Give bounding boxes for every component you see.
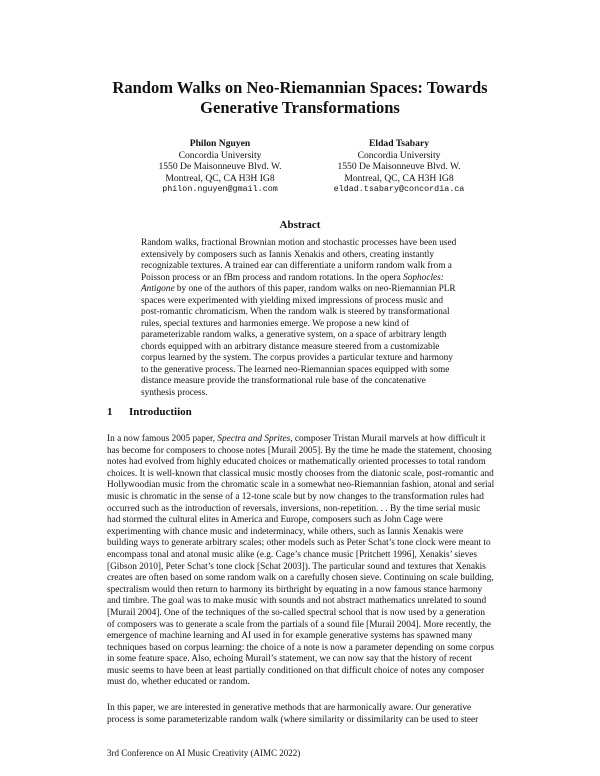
author-address-line: 1550 De Maisonneuve Blvd. W. [158, 161, 282, 173]
page-footer: 3rd Conference on AI Music Creativity (AIMC 2022) [107, 748, 301, 758]
author-block-2 [289, 138, 509, 196]
body-paragraph [107, 434, 495, 689]
abstract-text-part: by one of the authors of this paper, random walks on neo-Riemannian PLR spaces were experimented with yielding mixed impressions of process music and post-romantic chromaticism. When the random walk is steered by transformational rules, special textures and harmonies emerge. We propose a new kind of parameterizable random walks, a generative system, on a space of arbitrary length chords equipped with an arbitrary distance measure steered from a customizable corpus learned by the system. The corpus provides a particular texture and harmony to the generative process. The learned neo-Riemannian spaces equipped with some distance measure provide the transformational rule base of the concatenative synthesis process. [141, 284, 456, 398]
abstract-text-part: Random walks, fractional Brownian motion and stochastic processes have been used extensively by composers such as Iannis Xenakis and others, creating instantly recognizable textures. A trained ear can differentiate a uniform random walk from a Poisson process or an fBm process and random rotations. In the opera [141, 238, 457, 283]
paper-title [60, 78, 540, 118]
paper-title-line2: Generative Transformations [200, 98, 400, 117]
paragraph-text: , composer Tristan Murail marvels at how difficult it has become for composers to choose notes [Murail 2005]. By the time he made the statement, choosing notes had evolved from highly educated choices or mathematically oriented processes to total random choices. It is well-known that classical music mostly chooses from the diatonic scale, post-romantic and Hollywoodian music from the chromatic scale in a somewhat neo-Riemannian fashion, atonal and serial music is chromatic in the sense of a 12-tone scale but by now changes to the transformation rules had occurred such as the introduction of reversals, inversions, non-repetition. . . By the time serial music had stormed the cultural elites in America and Europe, composers such as John Cage were experimenting with chance music and indeterminacy, while others, such as Iannis Xenakis were building ways to generate arbitrary scales; other models such as Peter Schat’s tone clock were meant to encompass tonal and atonal music alike (e.g. Cage’s chance music [Pritchett 1996], Xenakis’ sieves [Gibson 2010], Peter Schat’s tone clock [Schat 2003]). The particular sound and textures that Xenakis creates are often based on some random walk on a carefully chosen sieve. Continuing on scale building, spectralism would then return to harmony its birthright by equating in a now famous stance harmony and timbre. The goal was to make music with sounds and not abstract mathematics unrelated to sound [Murail 2004]. One of the techniques of the so-called spectral school that is now used by a generation of composers was to generate a scale from the partials of a sound file [Murail 2004]. More recently, the emergence of machine learning and AI used in for example generative systems has spawned many techniques based on corpus learning: the choice of a note is now a parameter depending on some corpus in some feature space. Also, echoing Murail’s statement, we can now say that the history of recent music seems to have been at least partially conditioned on that difficult choice of notes any composer must do, whether educated or random. [107, 434, 495, 688]
author-name: Philon Nguyen [189, 138, 251, 149]
author-address-line: 1550 De Maisonneuve Blvd. W. [337, 161, 461, 173]
abstract-heading: Abstract [279, 219, 321, 231]
author-address-line: Montreal, QC, CA H3H IG8 [165, 172, 275, 184]
author-name: Eldad Tsabary [369, 138, 429, 149]
cited-work-title: Spectra and Sprites [217, 434, 291, 444]
section-number: 1 [107, 406, 113, 418]
author-email: eldad.tsabary@concordia.ca [333, 184, 465, 195]
paper-title-line1: Random Walks on Neo-Riemannian Spaces: Towards [112, 78, 488, 97]
section-title: Introductiion [129, 406, 192, 418]
abstract-text [141, 238, 459, 399]
paragraph-text: In a now famous 2005 paper, [107, 434, 218, 444]
author-email: philon.nguyen@gmail.com [162, 184, 278, 195]
author-address-line: Montreal, QC, CA H3H IG8 [344, 172, 454, 184]
author-affiliation: Concordia University [357, 149, 441, 161]
body-paragraph: In this paper, we are interested in generative methods that are harmonically aware. Our generative process is some parameterizable random walk (where similarity or dissimilarity can be used to steer [107, 703, 479, 725]
section-heading [107, 406, 192, 418]
author-affiliation: Concordia University [178, 149, 262, 161]
abstract-italic-title: Sophocles: Antigone [141, 272, 444, 294]
